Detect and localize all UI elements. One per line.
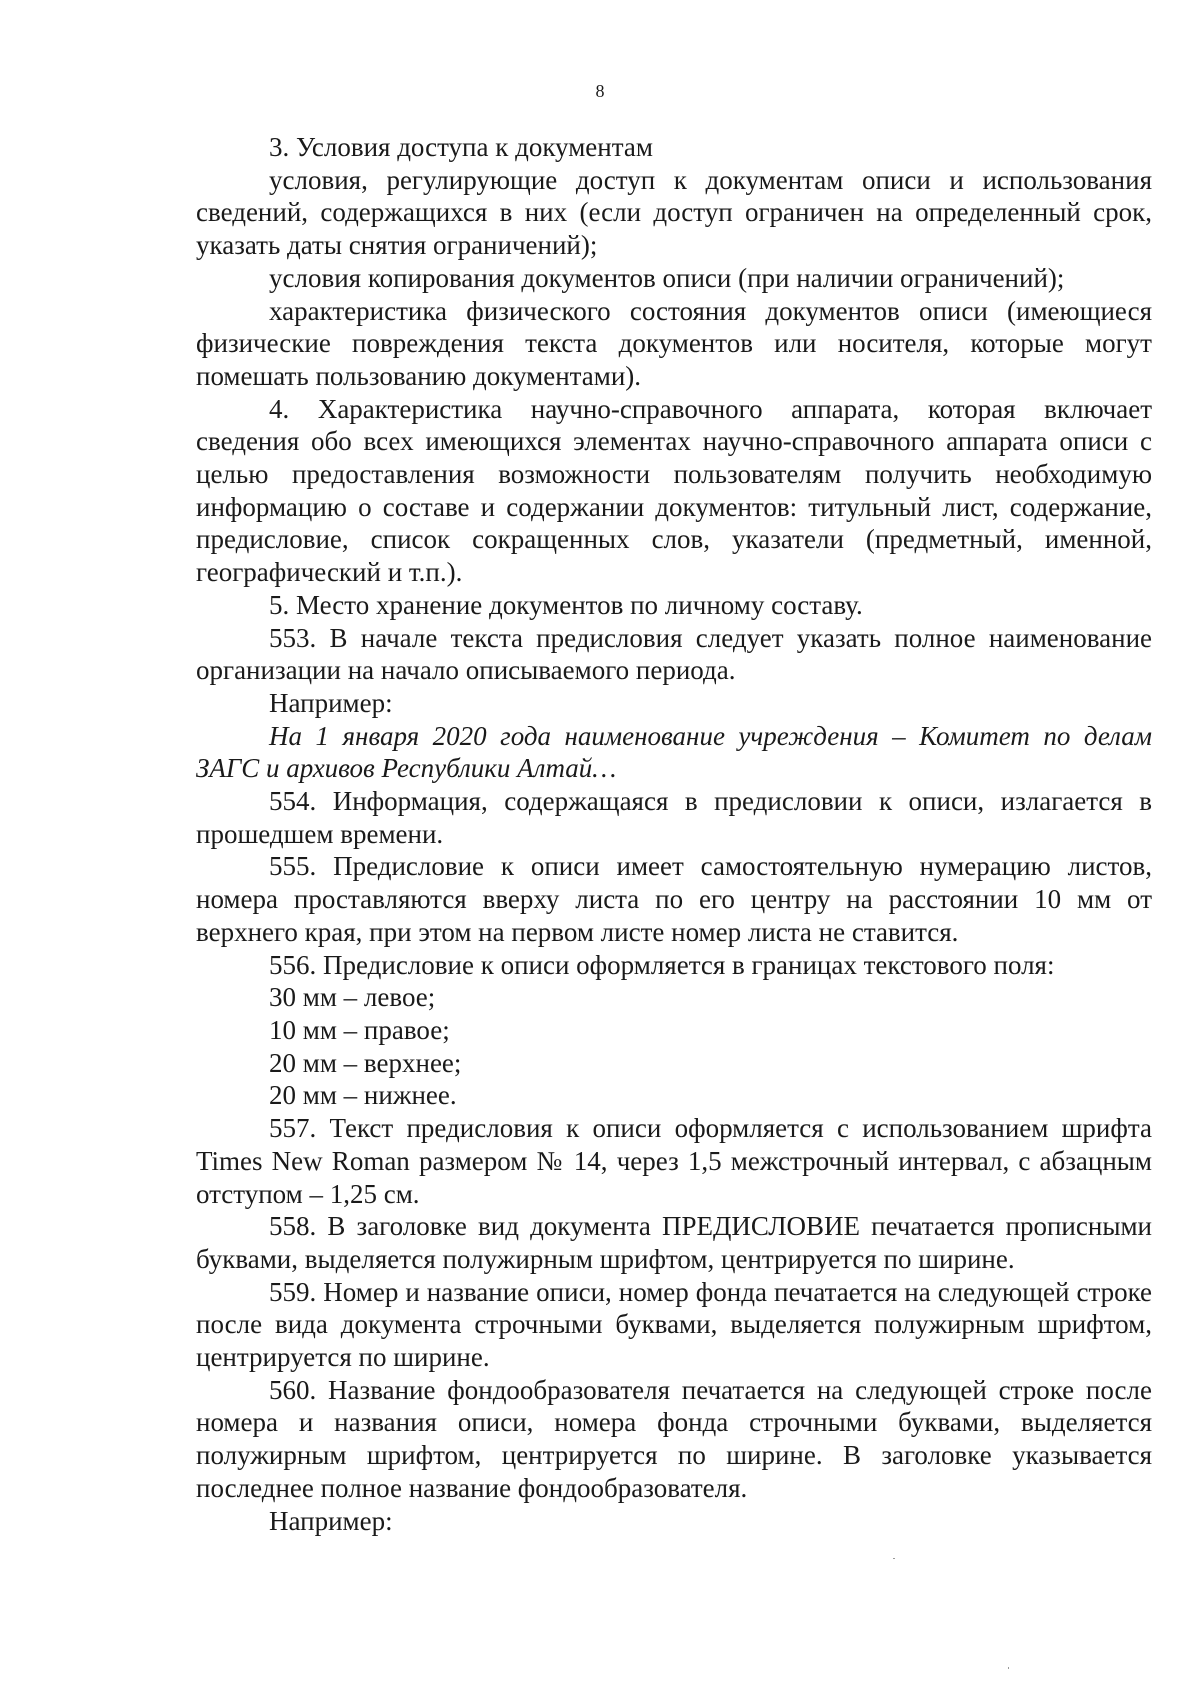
margin-left-item: 30 мм – левое; — [269, 982, 436, 1013]
margin-top-item: 20 мм – верхнее; — [269, 1047, 462, 1078]
paragraph-reference-apparatus: 4. Характеристика научно-справочного аппарата, которая включает сведения обо всех имеющихся элементах научно-справочного аппарата описи с целью предоставления возможности пользователям получить необходимую информацию о составе и содержании документов: титульный лист, содержание, предисловие, список сокращенных слов, указатели (предметный, именной, географический и т.п.). — [196, 393, 1152, 588]
example-label: Например: — [269, 687, 393, 718]
paragraph-558: 558. В заголовке вид документа ПРЕДИСЛОВИЕ печатается прописными буквами, выделяется полужирным шрифтом, центрируется по ширине. — [196, 1211, 1152, 1274]
document-body — [196, 131, 1152, 1537]
scan-speck — [893, 1558, 895, 1559]
paragraph-physical-state: характеристика физического состояния документов описи (имеющиеся физические повреждения текста документов или носителя, которые могут помешать пользованию документами). — [196, 295, 1152, 391]
example-text: На 1 января 2020 года наименование учреждения – Комитет по делам ЗАГС и архивов Республики Алтай… — [196, 720, 1152, 784]
paragraph-557: 557. Текст предисловия к описи оформляется с использованием шрифта Times New Roman размером № 14, через 1,5 межстрочный интервал, с абзацным отступом – 1,25 см. — [196, 1113, 1152, 1209]
paragraph-copy-conditions: условия копирования документов описи (при наличии ограничений); — [269, 262, 1065, 293]
paragraph-559: 559. Номер и название описи, номер фонда печатается на следующей строке после вида документа строчными буквами, выделяется полужирным шрифтом, центрируется по ширине. — [196, 1276, 1152, 1373]
paragraph-560: 560. Название фондообразователя печатается на следующей строке после номера и названия описи, номера фонда строчными буквами, выделяется полужирным шрифтом, центрируется по ширине. В заголовке указывается последнее полное название фондообразователя. — [196, 1374, 1152, 1503]
paragraph-556: 556. Предисловие к описи оформляется в границах текстового поля: — [269, 949, 1055, 980]
margin-bottom-item: 20 мм – нижнее. — [269, 1080, 457, 1111]
page-number: 8 — [595, 81, 605, 101]
margin-right-item: 10 мм – правое; — [269, 1014, 450, 1045]
paragraph-access-conditions: условия, регулирующие доступ к документам описи и использования сведений, содержащихся в них (если доступ ограничен на определенный срок, указать даты снятия ограничений); — [196, 164, 1152, 261]
scan-speck — [1008, 1667, 1009, 1669]
paragraph-storage-place: 5. Место хранение документов по личному составу. — [269, 589, 863, 620]
section-heading-access: 3. Условия доступа к документам — [269, 132, 653, 162]
paragraph-554: 554. Информация, содержащаяся в предисловии к описи, излагается в прошедшем времени. — [196, 786, 1152, 849]
paragraph-555: 555. Предисловие к описи имеет самостоятельную нумерацию листов, номера проставляются вверху листа по его центру на расстоянии 10 мм от верхнего края, при этом на первом листе номер листа не ставится. — [196, 851, 1152, 947]
paragraph-553: 553. В начале текста предисловия следует указать полное наименование организации на начало описываемого периода. — [196, 622, 1152, 686]
example-label-2: Например: — [269, 1505, 393, 1536]
